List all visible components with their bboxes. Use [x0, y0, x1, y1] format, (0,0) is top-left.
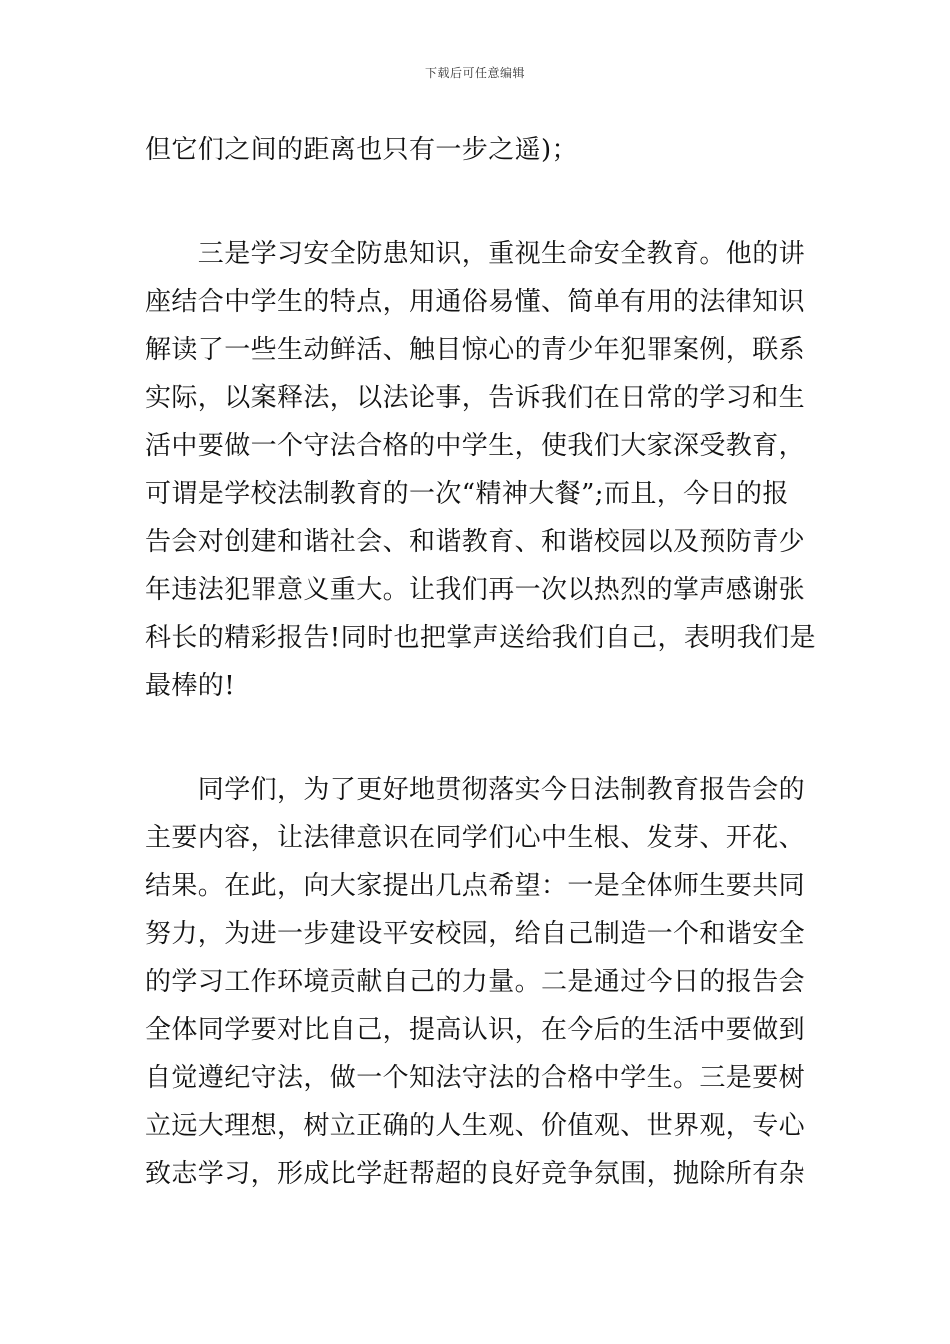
text-line: 告会对创建和谐社会、和谐教育、和谐校园以及预防青少 [145, 527, 806, 557]
text-line: 年违法犯罪意义重大。让我们再一次以热烈的掌声感谢张 [145, 575, 806, 605]
text-line: 致志学习，形成比学赶帮超的良好竞争氛围，抛除所有杂 [145, 1159, 806, 1189]
text-line: 实际，以案释法，以法论事，告诉我们在日常的学习和生 [145, 383, 806, 413]
text-line: 解读了一些生动鲜活、触目惊心的青少年犯罪案例，联系 [145, 335, 806, 365]
text-line: 的学习工作环境贡献自己的力量。二是通过今日的报告会 [145, 967, 806, 997]
paragraph-gap [145, 710, 807, 766]
text-line: 但它们之间的距离也只有一步之遥)； [145, 135, 578, 165]
text-line: 自觉遵纪守法，做一个知法守法的合格中学生。三是要树 [145, 1063, 806, 1093]
text-line: 活中要做一个守法合格的中学生，使我们大家深受教育， [145, 431, 806, 461]
text-line: 立远大理想，树立正确的人生观、价值观、世界观，专心 [145, 1111, 806, 1141]
text-line: 三是学习安全防患知识，重视生命安全教育。他的讲 [145, 239, 806, 269]
paragraph-safety-education [145, 230, 816, 710]
text-line: 可谓是学校法制教育的一次“精神大餐”;而且，今日的报 [145, 479, 789, 509]
text-line: 主要内容，让法律意识在同学们心中生根、发芽、开花、 [145, 823, 806, 853]
paragraph-continuation [145, 126, 807, 174]
header-note: 下载后可任意编辑 [424, 66, 525, 80]
paragraph-gap [145, 174, 807, 230]
text-line: 努力，为进一步建设平安校园，给自己制造一个和谐安全 [145, 919, 806, 949]
document-body [145, 126, 816, 1198]
text-line: 科长的精彩报告!同时也把掌声送给我们自己，表明我们是 [145, 623, 816, 653]
text-line: 座结合中学生的特点，用通俗易懂、简单有用的法律知识 [145, 287, 806, 317]
text-line: 结果。在此，向大家提出几点希望：一是全体师生要共同 [145, 871, 806, 901]
text-line: 全体同学要对比自己，提高认识，在今后的生活中要做到 [145, 1015, 806, 1045]
text-line: 最棒的! [145, 671, 236, 701]
text-line: 同学们，为了更好地贯彻落实今日法制教育报告会的 [145, 775, 806, 805]
paragraph-hopes [145, 766, 807, 1198]
